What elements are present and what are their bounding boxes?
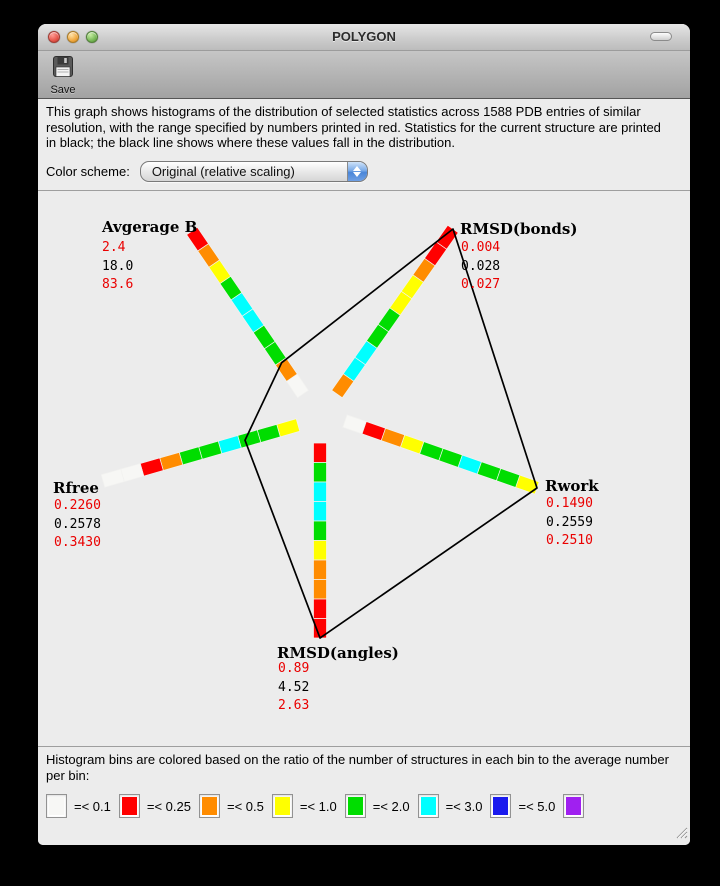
axis-values-rfree: [54, 497, 101, 553]
description-text: This graph shows histograms of the distribution of selected statistics across 1588 PDB entries of similar resolution, with the range specified by numbers printed in red. Statistics for the current structure are printed in black; the black line shows where these values fall in the distribution.: [46, 104, 661, 151]
axis-value-cur-rfree: 0.2578: [54, 516, 101, 532]
axis-label-bonds: RMSD(bonds): [460, 220, 578, 238]
histogram-segment-rfree: [140, 458, 163, 476]
toolbar-toggle-button[interactable]: [650, 32, 672, 41]
axis-label-rwork: Rwork: [545, 477, 599, 495]
header-panel: [38, 99, 690, 191]
legend-bin-red: [119, 794, 199, 818]
legend-bin-orange: [199, 794, 272, 818]
axis-value-max-bonds: 0.027: [461, 277, 501, 292]
legend-bin-label: =< 5.0: [518, 798, 556, 814]
axis-value-cur-bonds: 0.028: [461, 258, 501, 274]
axis-label-angles: RMSD(angles): [277, 644, 399, 662]
color-scheme-row: [46, 161, 368, 182]
histogram-segment-angles: [314, 521, 327, 541]
legend-bin-label: =< 3.0: [445, 798, 483, 814]
axis-value-max-rwork: 0.2510: [546, 533, 593, 548]
axis-value-min-angles: 0.89: [278, 661, 310, 676]
histogram-segment-rfree: [257, 424, 280, 442]
axis-label-rfree: Rfree: [53, 479, 99, 497]
histogram-segment-rfree: [218, 436, 241, 454]
axis-value-max-angles: 2.63: [278, 698, 310, 713]
color-scheme-selected-value: Original (relative scaling): [151, 164, 295, 179]
toolbar: [38, 51, 690, 99]
title-bar[interactable]: [38, 24, 690, 51]
axis-values-avgb: [102, 239, 133, 295]
histogram-segment-angles: [314, 599, 327, 619]
axis-value-min-rfree: 0.2260: [54, 498, 101, 513]
legend-bin-cyan: [418, 794, 491, 818]
histogram-segment-angles: [314, 541, 327, 561]
legend-panel: [38, 746, 690, 845]
histogram-segment-angles: [314, 580, 327, 600]
window-title: POLYGON: [332, 29, 396, 44]
legend-bin-yellow: [272, 794, 345, 818]
axis-value-cur-angles: 4.52: [278, 679, 310, 695]
legend-swatch-orange: [199, 794, 220, 818]
axis-value-min-avgb: 2.4: [102, 240, 126, 255]
legend-bins-row: [46, 794, 684, 818]
color-scheme-label: Color scheme:: [46, 164, 130, 179]
save-disk-icon: [51, 54, 75, 84]
legend-bin-label: =< 0.25: [146, 798, 191, 814]
save-button[interactable]: [46, 54, 80, 96]
legend-bin-label: =< 2.0: [372, 798, 410, 814]
legend-swatch-red: [119, 794, 140, 818]
histogram-segment-rfree: [199, 441, 222, 459]
dropdown-stepper-icon: [347, 162, 367, 181]
histogram-segment-rfree: [121, 464, 144, 482]
polygon-window: [38, 24, 690, 845]
legend-swatch-green: [345, 794, 366, 818]
axis-label-avgb: Avgerage B: [102, 218, 198, 236]
polygon-plot-area: [38, 191, 690, 746]
legend-bin-white: [46, 794, 119, 818]
legend-swatch-white: [46, 794, 67, 818]
legend-bin-green: [345, 794, 418, 818]
legend-swatch-blue: [490, 794, 511, 818]
axis-value-min-rwork: 0.1490: [546, 496, 593, 511]
axis-value-max-avgb: 83.6: [102, 277, 134, 292]
legend-bin-blue: [490, 794, 563, 818]
histogram-segment-angles: [314, 482, 327, 502]
legend-bin-label: =< 0.5: [226, 798, 264, 814]
legend-bin-label: =< 0.1: [74, 798, 111, 814]
legend-swatch-yellow: [272, 794, 293, 818]
histogram-segment-rfree: [101, 469, 124, 487]
axis-values-bonds: [461, 239, 500, 295]
histogram-segment-rfree: [160, 452, 183, 470]
histogram-segment-angles: [314, 443, 327, 463]
resize-grip-icon[interactable]: [674, 825, 688, 844]
axis-values-rwork: [546, 495, 593, 551]
histogram-segment-angles: [314, 502, 327, 522]
axis-value-cur-avgb: 18.0: [102, 258, 134, 274]
histogram-segment-angles: [314, 463, 327, 483]
axis-value-cur-rwork: 0.2559: [546, 514, 593, 530]
legend-description: Histogram bins are colored based on the ratio of the number of structures in each bin to the average number per bin:: [46, 752, 669, 783]
legend-swatch-cyan: [418, 794, 439, 818]
histogram-segment-rfree: [277, 419, 300, 437]
save-button-label: Save: [50, 84, 76, 96]
axis-value-max-rfree: 0.3430: [54, 535, 101, 550]
color-scheme-dropdown[interactable]: [140, 161, 368, 182]
legend-bin-label: =< 1.0: [299, 798, 337, 814]
histogram-segment-angles: [314, 560, 327, 580]
axis-values-angles: [278, 660, 309, 716]
legend-swatch-purple: [563, 794, 584, 818]
legend-bin-purple: [563, 794, 584, 818]
histogram-segment-rfree: [179, 447, 202, 465]
axis-value-min-bonds: 0.004: [461, 240, 501, 255]
polygon-chart-svg: [38, 191, 690, 746]
